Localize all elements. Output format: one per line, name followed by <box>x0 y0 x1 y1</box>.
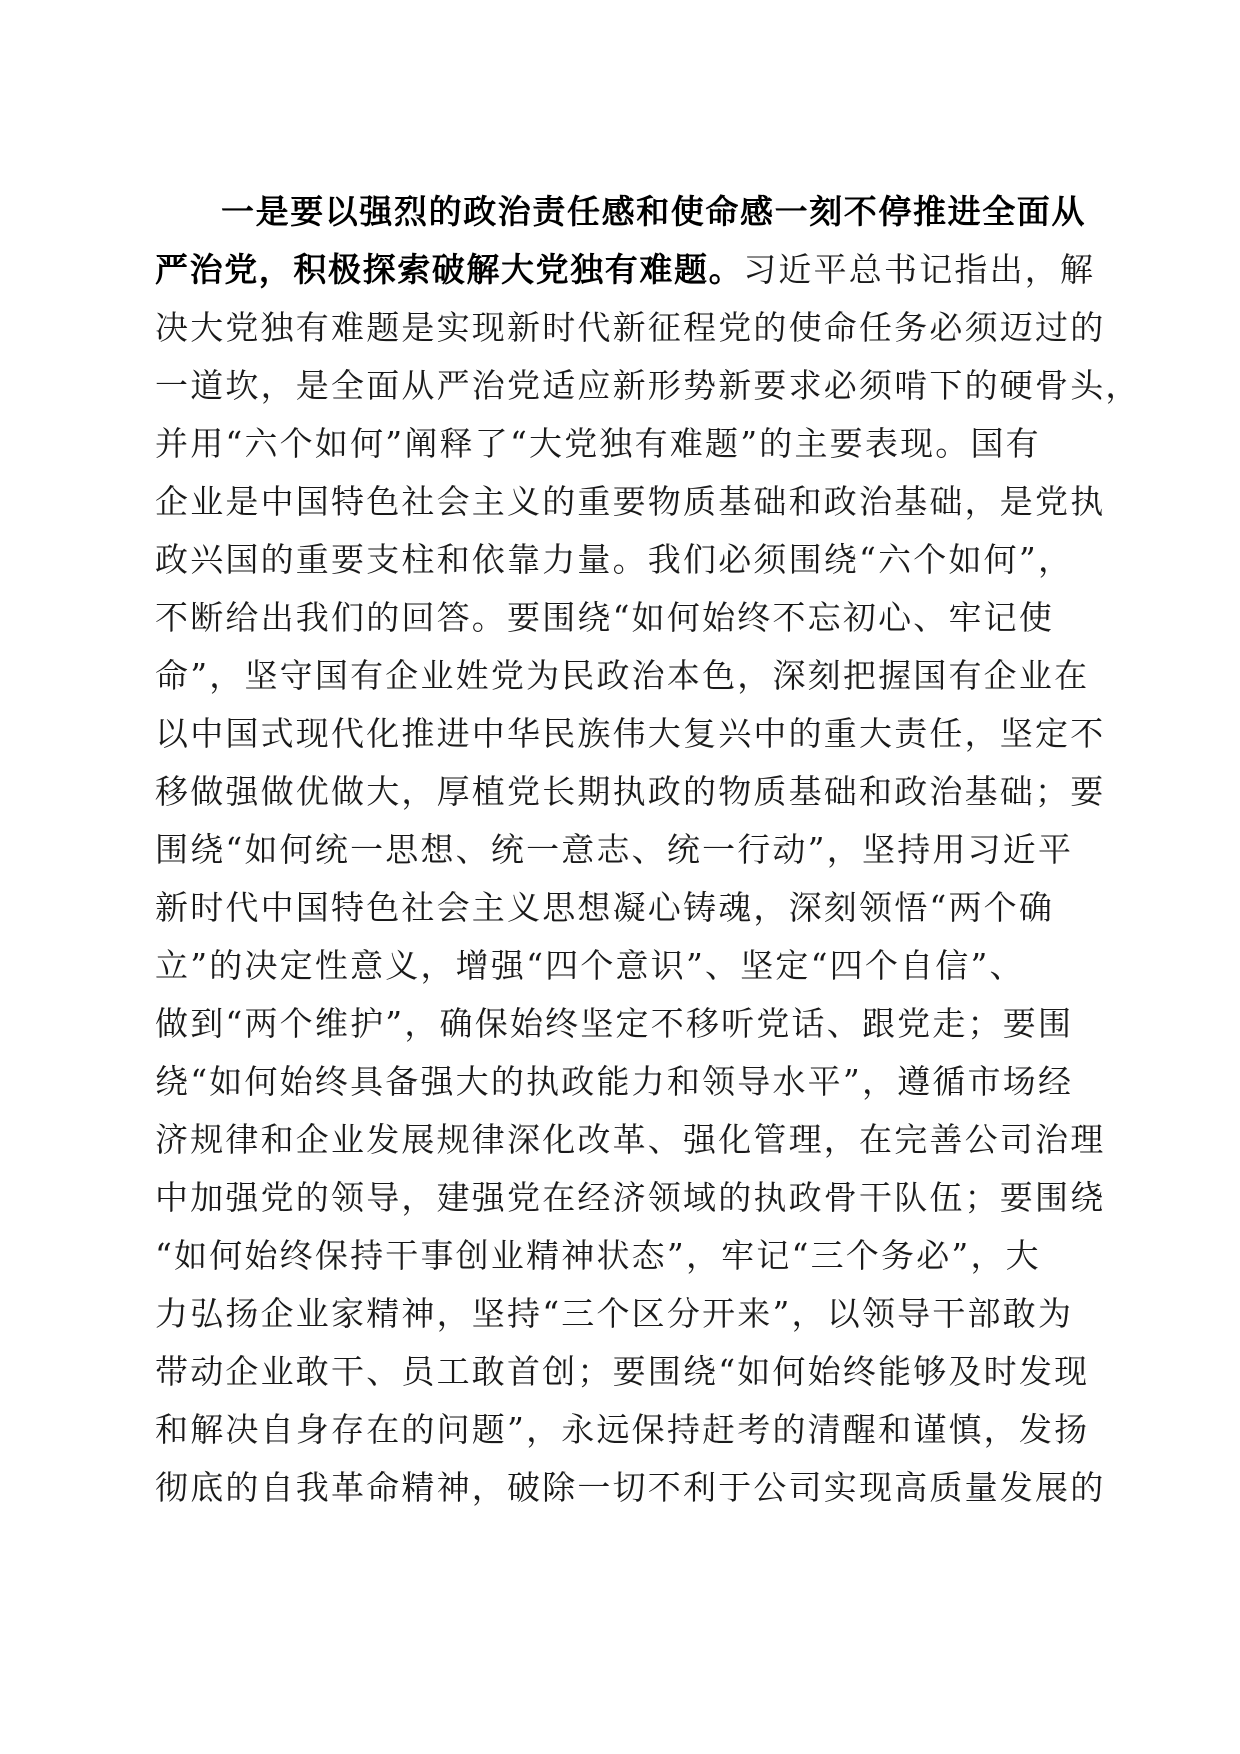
paragraph-line-8: 不断给出我们的回答。要围绕“如何始终不忘初心、牢记使 <box>155 598 1055 637</box>
paragraph-line-3: 决大党独有难题是实现新时代新征程党的使命任务必须迈过的 <box>155 308 1106 347</box>
paragraph-line-6: 企业是中国特色社会主义的重要物质基础和政治基础，是党执 <box>155 482 1106 521</box>
paragraph-line-11: 移做强做优做大，厚植党长期执政的物质基础和政治基础；要 <box>155 772 1106 811</box>
paragraph-line-5: 并用“六个如何”阐释了“大党独有难题”的主要表现。国有 <box>155 424 1041 463</box>
paragraph-line-13: 新时代中国特色社会主义思想凝心铸魂，深刻领悟“两个确 <box>155 888 1055 927</box>
paragraph-line-10: 以中国式现代化推进中华民族伟大复兴中的重大责任，坚定不 <box>155 714 1106 753</box>
paragraph-line-17: 济规律和企业发展规律深化改革、强化管理，在完善公司治理 <box>155 1120 1106 1159</box>
paragraph-line-19: “如何始终保持干事创业精神状态”，牢记“三个务必”，大 <box>155 1236 1041 1275</box>
paragraph-line-23: 彻底的自我革命精神，破除一切不利于公司实现高质量发展的 <box>155 1468 1106 1507</box>
paragraph-line-21: 带动企业敢干、员工敢首创；要围绕“如何始终能够及时发现 <box>155 1352 1090 1391</box>
paragraph-line-16: 绕“如何始终具备强大的执政能力和领导水平”，遵循市场经 <box>155 1062 1074 1101</box>
paragraph-line-12: 围绕“如何统一思想、统一意志、统一行动”，坚持用习近平 <box>155 830 1074 869</box>
body-paragraph <box>155 183 1141 1517</box>
paragraph-line-7: 政兴国的重要支柱和依靠力量。我们必须围绕“六个如何”， <box>155 540 1074 579</box>
paragraph-line-15: 做到“两个维护”，确保始终坚定不移听党话、跟党走；要围 <box>155 1004 1074 1043</box>
paragraph-heading-part-2: 严治党，积极探索破解大党独有难题。 <box>155 250 744 289</box>
paragraph-heading-part-1: 一是要以强烈的政治责任感和使命感一刻不停推进全面从 <box>221 192 1086 231</box>
paragraph-line-2 <box>155 241 1096 299</box>
paragraph-text: 习近平总书记指出，解 <box>743 250 1096 289</box>
paragraph-line-14: 立”的决定性意义，增强“四个意识”、坚定“四个自信”、 <box>155 946 1025 985</box>
paragraph-line-20: 力弘扬企业家精神，坚持“三个区分开来”，以领导干部敢为 <box>155 1294 1074 1333</box>
paragraph-line-1 <box>155 183 1086 241</box>
paragraph-line-18: 中加强党的领导，建强党在经济领域的执政骨干队伍；要围绕 <box>155 1178 1106 1217</box>
paragraph-line-9: 命”，坚守国有企业姓党为民政治本色，深刻把握国有企业在 <box>155 656 1090 695</box>
paragraph-line-4: 一道坎，是全面从严治党适应新形势新要求必须啃下的硬骨头， <box>155 366 1141 405</box>
paragraph-line-22: 和解决自身存在的问题”，永远保持赶考的清醒和谨慎，发扬 <box>155 1410 1090 1449</box>
